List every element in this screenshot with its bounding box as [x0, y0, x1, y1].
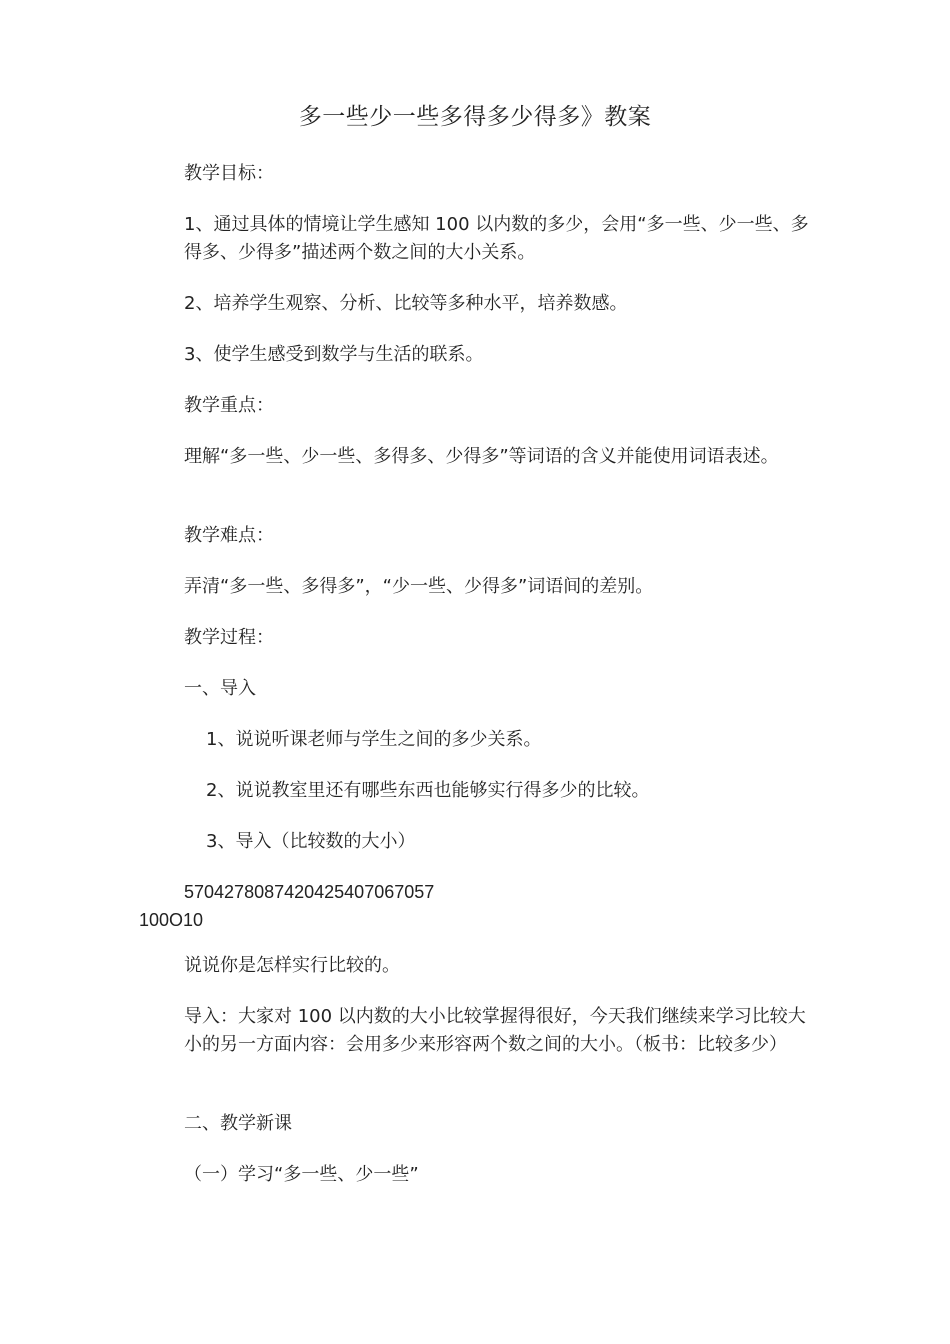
intro-item-1: 1、说说听课老师与学生之间的多少关系。: [206, 729, 542, 750]
intro-summary: 导入：大家对 100 以内数的大小比较掌握得很好，今天我们继续来学习比较大小的另一方面内容：会用多少来形容两个数之间的大小。（板书：比较多少）: [184, 1006, 806, 1055]
subsection-one-heading: （一）学习“多一些、少一些”: [184, 1164, 419, 1185]
difficulties-heading: 教学难点：: [184, 525, 274, 546]
section-one-heading: 一、导入: [184, 678, 256, 699]
key-points-text: 理解“多一些、少一些、多得多、少得多”等词语的含义并能使用词语表述。: [184, 446, 779, 467]
intro-item-2: 2、说说教室里还有哪些东西也能够实行得多少的比较。: [206, 780, 650, 801]
key-points-heading: 教学重点：: [184, 395, 274, 416]
goal-item-3: 3、使学生感受到数学与生活的联系。: [184, 344, 484, 365]
goal-item-2: 2、培养学生观察、分析、比较等多种水平，培养数感。: [184, 293, 628, 314]
document-title: 多一些少一些多得多少得多》教案: [298, 104, 652, 130]
number-line-2: 100O10: [139, 910, 204, 930]
number-comparison-block: [139, 878, 814, 934]
teaching-goals-heading: 教学目标：: [184, 163, 274, 184]
number-line-1: 5704278087420425407067057: [184, 882, 435, 902]
difficulties-text: 弄清“多一些、多得多”，“少一些、少得多”词语间的差别。: [184, 576, 654, 597]
process-heading: 教学过程：: [184, 627, 274, 648]
section-two-heading: 二、教学新课: [184, 1113, 292, 1134]
goal-item-1: 1、通过具体的情境让学生感知 100 以内数的多少，会用“多一些、少一些、多得多、少得多”描述两个数之间的大小关系。: [184, 214, 809, 263]
intro-item-3: 3、导入（比较数的大小）: [206, 831, 416, 852]
compare-question: 说说你是怎样实行比较的。: [184, 955, 400, 976]
